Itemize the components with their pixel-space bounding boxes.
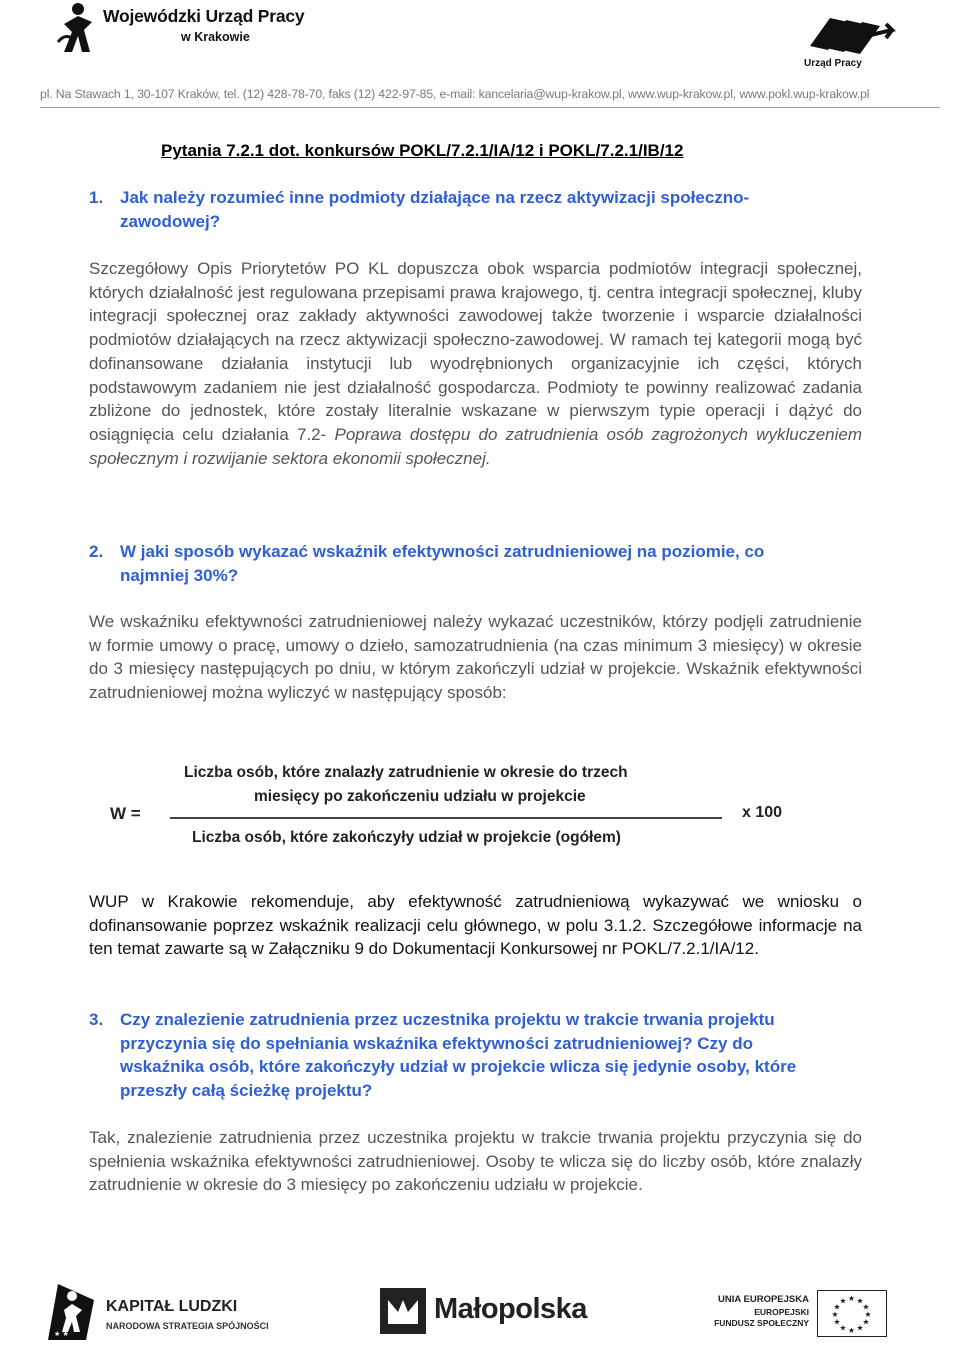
contact-address: pl. Na Stawach 1, 30-107 Kraków, tel. (12) 428-78-70, faks (12) 422-97-85, e-mail: kancelaria@wup-krakow.pl, www.wup-krakow.pl, www.pokl.wup-krakow.pl xyxy=(40,87,870,101)
eu-line3: FUNDUSZ SPOŁECZNY xyxy=(714,1318,809,1328)
eu-line2: EUROPEJSKI xyxy=(754,1307,809,1317)
answer-text: We wskaźniku efektywności zatrudnieniowej należy wykazać uczestników, którzy podjęli zatrudnienie w formie umowy o pracę, umowy o dzieło, samozatrudnienia (na czas minimum 3 miesięcy) w okresie do 3 miesięcy następujących po dniu, w którym zakończyli udział w projekcie. Wskaźnik efektywności zatrudnieniowej można wyliczyć w następujący sposób: xyxy=(89,612,862,703)
wup-emblem-icon xyxy=(56,2,100,60)
svg-text:★: ★ xyxy=(839,1323,847,1333)
question-number: 3. xyxy=(89,1010,104,1029)
efficiency-formula xyxy=(104,760,804,860)
question-number: 1. xyxy=(89,188,104,207)
fraction-bar xyxy=(170,817,722,819)
answer-1 xyxy=(89,257,862,470)
page-title xyxy=(161,141,683,161)
eu-flag-icon xyxy=(817,1290,887,1337)
svg-text:★: ★ xyxy=(856,1323,864,1333)
svg-text:★: ★ xyxy=(856,1296,864,1306)
answer-2 xyxy=(89,610,862,705)
question-text: W jaki sposób wykazać wskaźnik efektywności zatrudnieniowej na poziomie, co najmniej 30%? xyxy=(120,542,765,585)
page-title-text: Pytania 7.2.1 dot. konkursów POKL/7.2.1/IA/12 i POKL/7.2.1/IB/12 xyxy=(161,141,684,160)
org-title: Wojewódzki Urząd Pracy xyxy=(103,6,305,26)
formula-numerator-line1: Liczba osób, które znalazły zatrudnienie w okresie do trzech xyxy=(184,764,628,781)
kl-title: KAPITAŁ LUDZKI xyxy=(106,1298,238,1315)
question-text: Czy znalezienie zatrudnienia przez uczestnika projektu w trakcie trwania projektu przyczynia się do spełniania wskaźnika efektywności zatrudnieniowej? Czy do wskaźnika osób, które zakończyły udział w projekcie wlicza się jedynie osoby, które przeszły całą ścieżkę projektu? xyxy=(120,1010,797,1101)
urzad-pracy-logo xyxy=(800,8,900,72)
answer-text: Szczegółowy Opis Priorytetów PO KL dopuszcza obok wsparcia podmiotów integracji społecznej, których działalność jest regulowana przepisami prawa krajowego, tj. centra integracji społecznej, kluby integracji społecznej oraz zakłady aktywności zawodowej także tworzenie i wsparcie działalności podmiotów działających na rzecz aktywizacji społeczno-zawodowej. W ramach tej kategorii mogą być dofinansowane działania instytucji lub wyodrębnionych organizacyjnie ich części, których podstawowym zadaniem nie jest działalność gospodarcza. Podmioty te powinny realizować zadania zbliżone do jednostek, które zostały literalnie wskazane w pierwszym typie operacji i dążyć do osiągnięcia celu działania 7.2- xyxy=(89,259,862,444)
svg-text:★: ★ xyxy=(862,1317,870,1327)
answer-italic-text: Poprawa dostępu do zatrudnienia osób zagrożonych wykluczeniem społecznym i rozwijanie sektora ekonomii społecznej. xyxy=(89,424,862,468)
kapital-ludzki-emblem-icon xyxy=(44,1280,98,1344)
formula-lhs: W = xyxy=(110,804,141,823)
answer-3 xyxy=(89,1126,862,1197)
kl-subtitle: NARODOWA STRATEGIA SPÓJNOŚCI xyxy=(106,1321,269,1331)
answer-text: Tak, znalezienie zatrudnienia przez uczestnika projektu w trakcie trwania projektu przyczynia się do spełnienia wskaźnika efektywności zatrudnieniowej. Osoby te wlicza się do liczby osób, które znalazły zatrudnienie w okresie do 3 miesięcy po zakończeniu udziału w projekcie. xyxy=(89,1128,862,1195)
question-3 xyxy=(89,1008,834,1103)
question-number: 2. xyxy=(89,542,104,561)
svg-text:★: ★ xyxy=(833,1302,841,1312)
malopolska-logo xyxy=(380,1286,610,1338)
svg-text:★: ★ xyxy=(833,1317,841,1327)
svg-text:★ ★: ★ ★ xyxy=(54,1330,69,1338)
formula-numerator-line2: miesięcy po zakończeniu udziału w projekcie xyxy=(254,788,586,805)
urzad-pracy-emblem-icon xyxy=(800,8,900,58)
wup-logo xyxy=(56,2,326,62)
svg-text:★: ★ xyxy=(847,1326,856,1335)
question-2 xyxy=(89,540,834,587)
question-text: Jak należy rozumieć inne podmioty działające na rzecz aktywizacji społeczno-zawodowej? xyxy=(120,188,750,231)
formula-multiplier: x 100 xyxy=(742,804,783,821)
svg-text:★: ★ xyxy=(847,1294,856,1303)
svg-text:★: ★ xyxy=(864,1310,872,1319)
formula-denominator: Liczba osób, które zakończyły udział w projekcie (ogółem) xyxy=(192,829,621,846)
svg-text:★: ★ xyxy=(839,1296,847,1306)
malopolska-text: Małopolska xyxy=(434,1293,587,1325)
svg-text:★: ★ xyxy=(831,1310,839,1319)
question-1 xyxy=(89,186,834,233)
eu-line1: UNIA EUROPEJSKA xyxy=(718,1294,809,1305)
kapital-ludzki-logo xyxy=(44,1280,274,1344)
answer-2-recommendation xyxy=(89,890,862,961)
urzad-pracy-label: Urząd Pracy xyxy=(804,58,862,69)
eu-logo xyxy=(716,1290,888,1338)
org-subtitle: w Krakowie xyxy=(181,30,250,44)
svg-text:★: ★ xyxy=(862,1302,870,1312)
header-divider xyxy=(40,107,940,108)
answer-text: WUP w Krakowie rekomenduje, aby efektywność zatrudnieniową wykazywać we wniosku o dofinansowanie poprzez wskaźnik realizacji celu głównego, w polu 3.1.2. Szczegółowe informacje na ten temat zawarte są w Załączniku 9 do Dokumentacji Konkursowej nr POKL/7.2.1/IA/12. xyxy=(89,892,862,959)
malopolska-emblem-icon xyxy=(380,1288,426,1334)
